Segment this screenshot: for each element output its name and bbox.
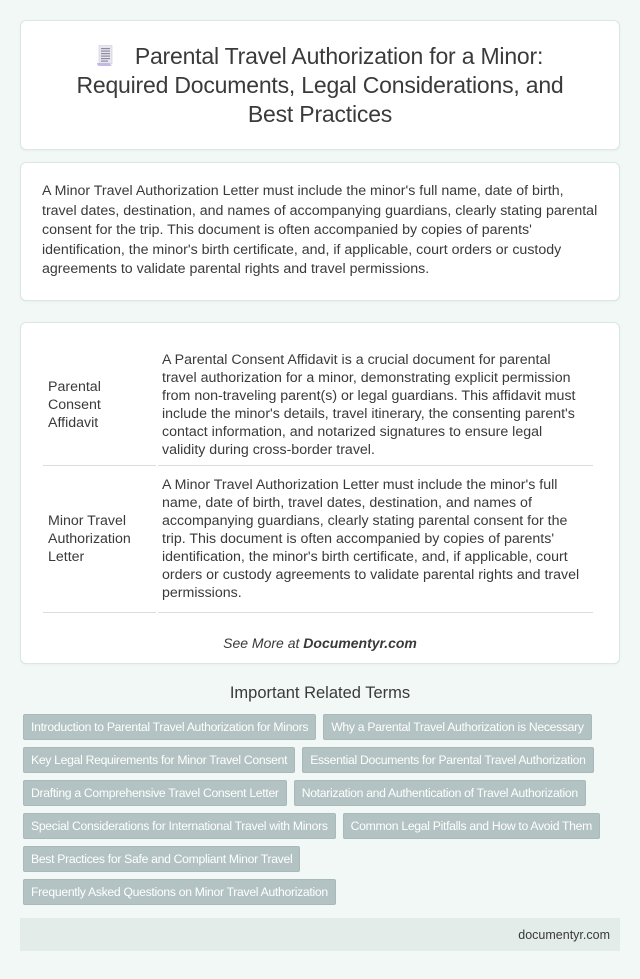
see-more: [43, 635, 597, 651]
term-name: Minor Travel Authorization Letter: [43, 466, 156, 613]
table-row: [43, 344, 593, 466]
table-row: [43, 466, 593, 613]
term-description: A Minor Travel Authorization Letter must include the minor's full name, date of birth, travel dates, destination, and names of accompanying guardians, clearly stating parental consent for the trip. This document is often accompanied by copies of parents' identification, the minor's birth certificate, and, if applicable, court orders or custody agreements to validate parental rights and travel permissions.: [158, 466, 593, 613]
title-card: [20, 20, 620, 150]
see-more-prefix: See More at: [223, 635, 304, 651]
related-terms-tags: [20, 714, 620, 905]
related-term-tag[interactable]: Common Legal Pitfalls and How to Avoid Them: [343, 813, 600, 839]
footer-site-link[interactable]: documentyr.com: [518, 927, 610, 942]
term-name: Parental Consent Affidavit: [43, 344, 156, 466]
summary-card: [20, 162, 620, 301]
related-term-tag[interactable]: Essential Documents for Parental Travel Authorization: [302, 747, 593, 773]
related-term-tag[interactable]: Introduction to Parental Travel Authorization for Minors: [23, 714, 316, 740]
related-term-tag[interactable]: Best Practices for Safe and Compliant Minor Travel: [23, 846, 300, 872]
related-term-tag[interactable]: Frequently Asked Questions on Minor Travel Authorization: [23, 879, 336, 905]
term-description: A Parental Consent Affidavit is a crucial document for parental travel authorization for a minor, demonstrating explicit permission from non-traveling parent(s) or legal guardians. This affidavit must include the minor's details, travel itinerary, the consenting parent's contact information, and notarized signatures to ensure legal validity during cross-border travel.: [158, 344, 593, 466]
related-terms-section: [20, 684, 620, 905]
related-term-tag[interactable]: Notarization and Authentication of Travel Authorization: [294, 780, 586, 806]
see-more-link[interactable]: Documentyr.com: [303, 635, 417, 651]
page-title: [51, 42, 589, 129]
related-term-tag[interactable]: Key Legal Requirements for Minor Travel Consent: [23, 747, 295, 773]
page-title-text: Parental Travel Authorization for a Minor: Required Documents, Legal Considerations, and Best Practices: [76, 42, 564, 127]
related-term-tag[interactable]: Drafting a Comprehensive Travel Consent Letter: [23, 780, 287, 806]
related-term-tag[interactable]: Special Considerations for International Travel with Minors: [23, 813, 336, 839]
terms-table: [41, 344, 595, 613]
terms-table-card: [20, 322, 620, 664]
summary-text: A Minor Travel Authorization Letter must include the minor's full name, date of birth, travel dates, destination, and names of accompanying guardians, clearly stating parental consent for the trip. This document is often accompanied by copies of parents' identification, the minor's birth certificate, and, if applicable, court orders or custody agreements to validate parental rights and travel permissions.: [42, 183, 598, 277]
related-terms-heading: Important Related Terms: [229, 684, 411, 702]
footer: [20, 918, 620, 951]
related-term-tag[interactable]: Why a Parental Travel Authorization is Necessary: [323, 714, 592, 740]
document-scroll-icon: [97, 45, 113, 67]
